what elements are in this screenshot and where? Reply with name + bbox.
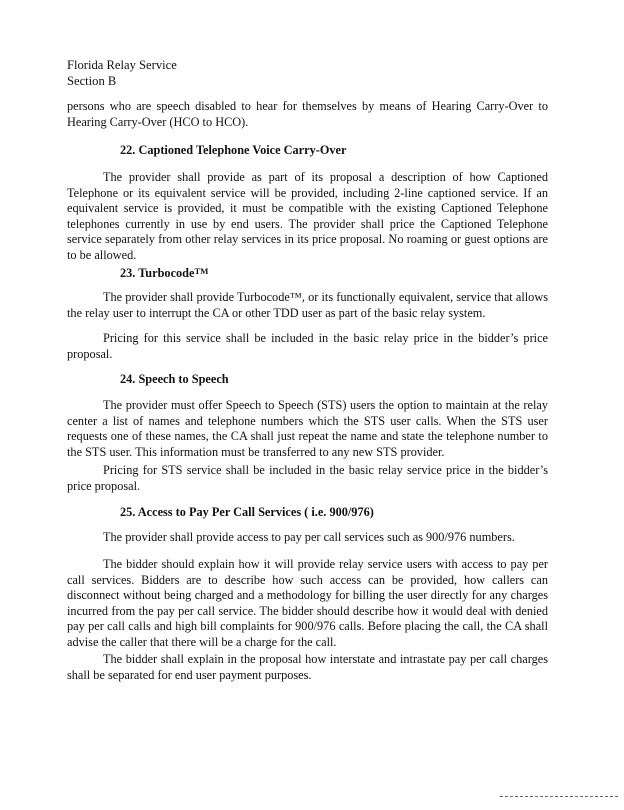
footer-rule <box>500 796 618 797</box>
section-25-paragraph-3: The bidder shall explain in the proposal how interstate and intrastate pay per call charges shall be separated for end user payment purposes. <box>67 652 548 682</box>
trademark-mark: TM <box>194 266 209 276</box>
header-title: Florida Relay Service <box>67 58 177 72</box>
section-22-paragraph: The provider shall provide as part of its proposal a description of how Captioned Telephone or its equivalent service will be provided, including 2-line captioned service. If an equivalent service is provided, it must be compatible with the existing Captioned Telephone telephones currently in use by end users. The provider shall price the Captioned Telephone service separately from other relay services in its price proposal. No roaming or guest options are to be allowed. <box>67 170 548 262</box>
section-23-paragraph-2: Pricing for this service shall be included in the basic relay price in the bidder’s price proposal. <box>67 331 548 361</box>
section-25-heading: 25. Access to Pay Per Call Services ( i.e. 900/976) <box>120 505 374 519</box>
section-23-heading <box>120 264 208 282</box>
section-24-heading: 24. Speech to Speech <box>120 372 229 386</box>
header-section: Section B <box>67 73 117 88</box>
section-22-heading: 22. Captioned Telephone Voice Carry-Over <box>120 143 347 157</box>
continuation-paragraph: persons who are speech disabled to hear for themselves by means of Hearing Carry-Over to Hearing Carry-Over (HCO to HCO). <box>67 99 548 129</box>
page-header <box>67 58 177 89</box>
section-24-paragraph-2: Pricing for STS service shall be included in the basic relay service price in the bidder’s price proposal. <box>67 463 548 493</box>
section-24-paragraph-1: The provider must offer Speech to Speech (STS) users the option to maintain at the relay center a list of names and telephone numbers which the STS user calls. When the STS user requests one of these names, the CA shall just repeat the name and state the telephone number to the STS user. This information must be transferred to any new STS provider. <box>67 398 548 459</box>
section-23-heading-text: 23. Turbocode <box>120 266 195 280</box>
section-23-paragraph-1: The provider shall provide Turbocode™, or its functionally equivalent, service that allows the relay user to interrupt the CA or other TDD user as part of the basic relay system. <box>67 290 548 320</box>
section-25-paragraph-1: The provider shall provide access to pay per call services such as 900/976 numbers. <box>103 530 515 544</box>
section-25-paragraph-2: The bidder should explain how it will provide relay service users with access to pay per call services. Bidders are to describe how such access can be provided, how callers can disconnect without being charged and a methodology for billing the user directly for any charges incurred from the pay per call service. The bidder should describe how it would deal with denied pay per call calls and high bill complaints for 900/976 calls. Before placing the call, the CA shall advise the caller that there will be a charge for the call. <box>67 557 548 649</box>
